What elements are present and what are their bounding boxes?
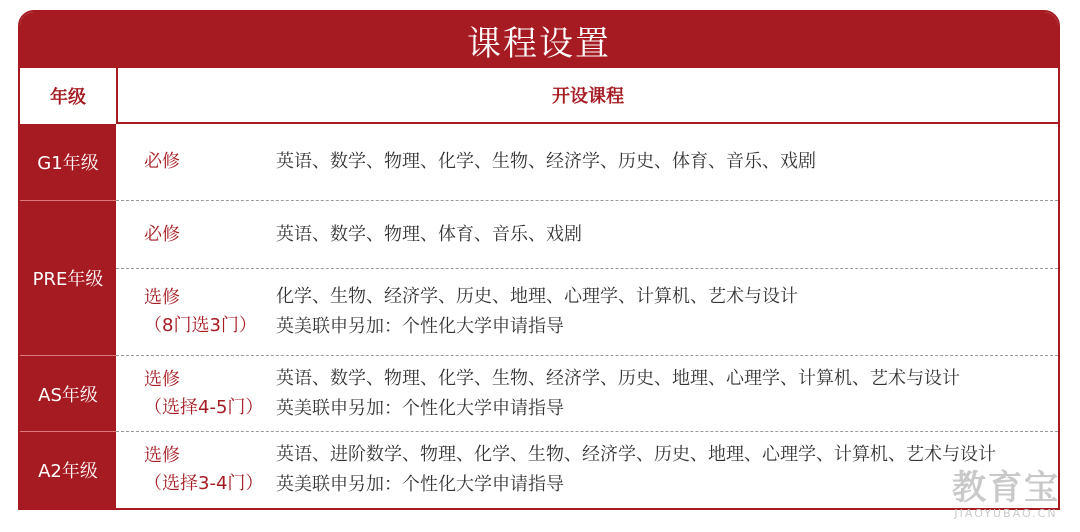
grade-label-as: AS年级	[20, 356, 116, 432]
course-type: 必修	[144, 223, 180, 245]
table-row	[116, 124, 1058, 201]
table-row	[116, 269, 1058, 356]
course-list: 英语、进阶数学、物理、化学、生物、经济学、历史、地理、心理学、计算机、艺术与设计 英美联申另加：个性化大学申请指导	[276, 444, 996, 495]
watermark-logo: 教育宝 JIAOYUBAO.CN	[952, 468, 1060, 520]
grade-label-a2: A2年级	[38, 461, 98, 482]
course-list: 英语、数学、物理、化学、生物、经济学、历史、地理、心理学、计算机、艺术与设计 英美联申另加：个性化大学申请指导	[276, 367, 960, 419]
course-list: 英语、数学、物理、化学、生物、经济学、历史、体育、音乐、戏剧	[276, 151, 816, 172]
courses-column-header: 开设课程	[116, 68, 1058, 124]
course-list: 化学、生物、经济学、历史、地理、心理学、计算机、艺术与设计 英美联申另加：个性化大学申请指导	[276, 286, 798, 337]
course-type: 选修 （选择4-5门）	[144, 356, 263, 431]
grade-label-pre: PRE年级	[20, 201, 116, 356]
course-type: 选修 （8门选3门）	[144, 269, 257, 355]
course-type: 必修	[144, 151, 180, 172]
course-type-note: （8门选3门）	[144, 315, 257, 336]
course-type: 选修 （选择3-4门）	[144, 432, 263, 508]
grade-column-header: 年级	[20, 68, 116, 126]
course-type-note: （选择4-5门）	[144, 396, 264, 418]
table-row	[116, 432, 1058, 508]
course-type-note: （选择3-4门）	[144, 473, 264, 494]
grade-label-g1: G1年级	[20, 124, 116, 201]
course-list: 英语、数学、物理、体育、音乐、戏剧	[276, 223, 582, 245]
table-row	[116, 356, 1058, 432]
course-table	[18, 10, 1060, 510]
table-title: 课程设置	[20, 12, 1058, 68]
table-row	[116, 201, 1058, 269]
